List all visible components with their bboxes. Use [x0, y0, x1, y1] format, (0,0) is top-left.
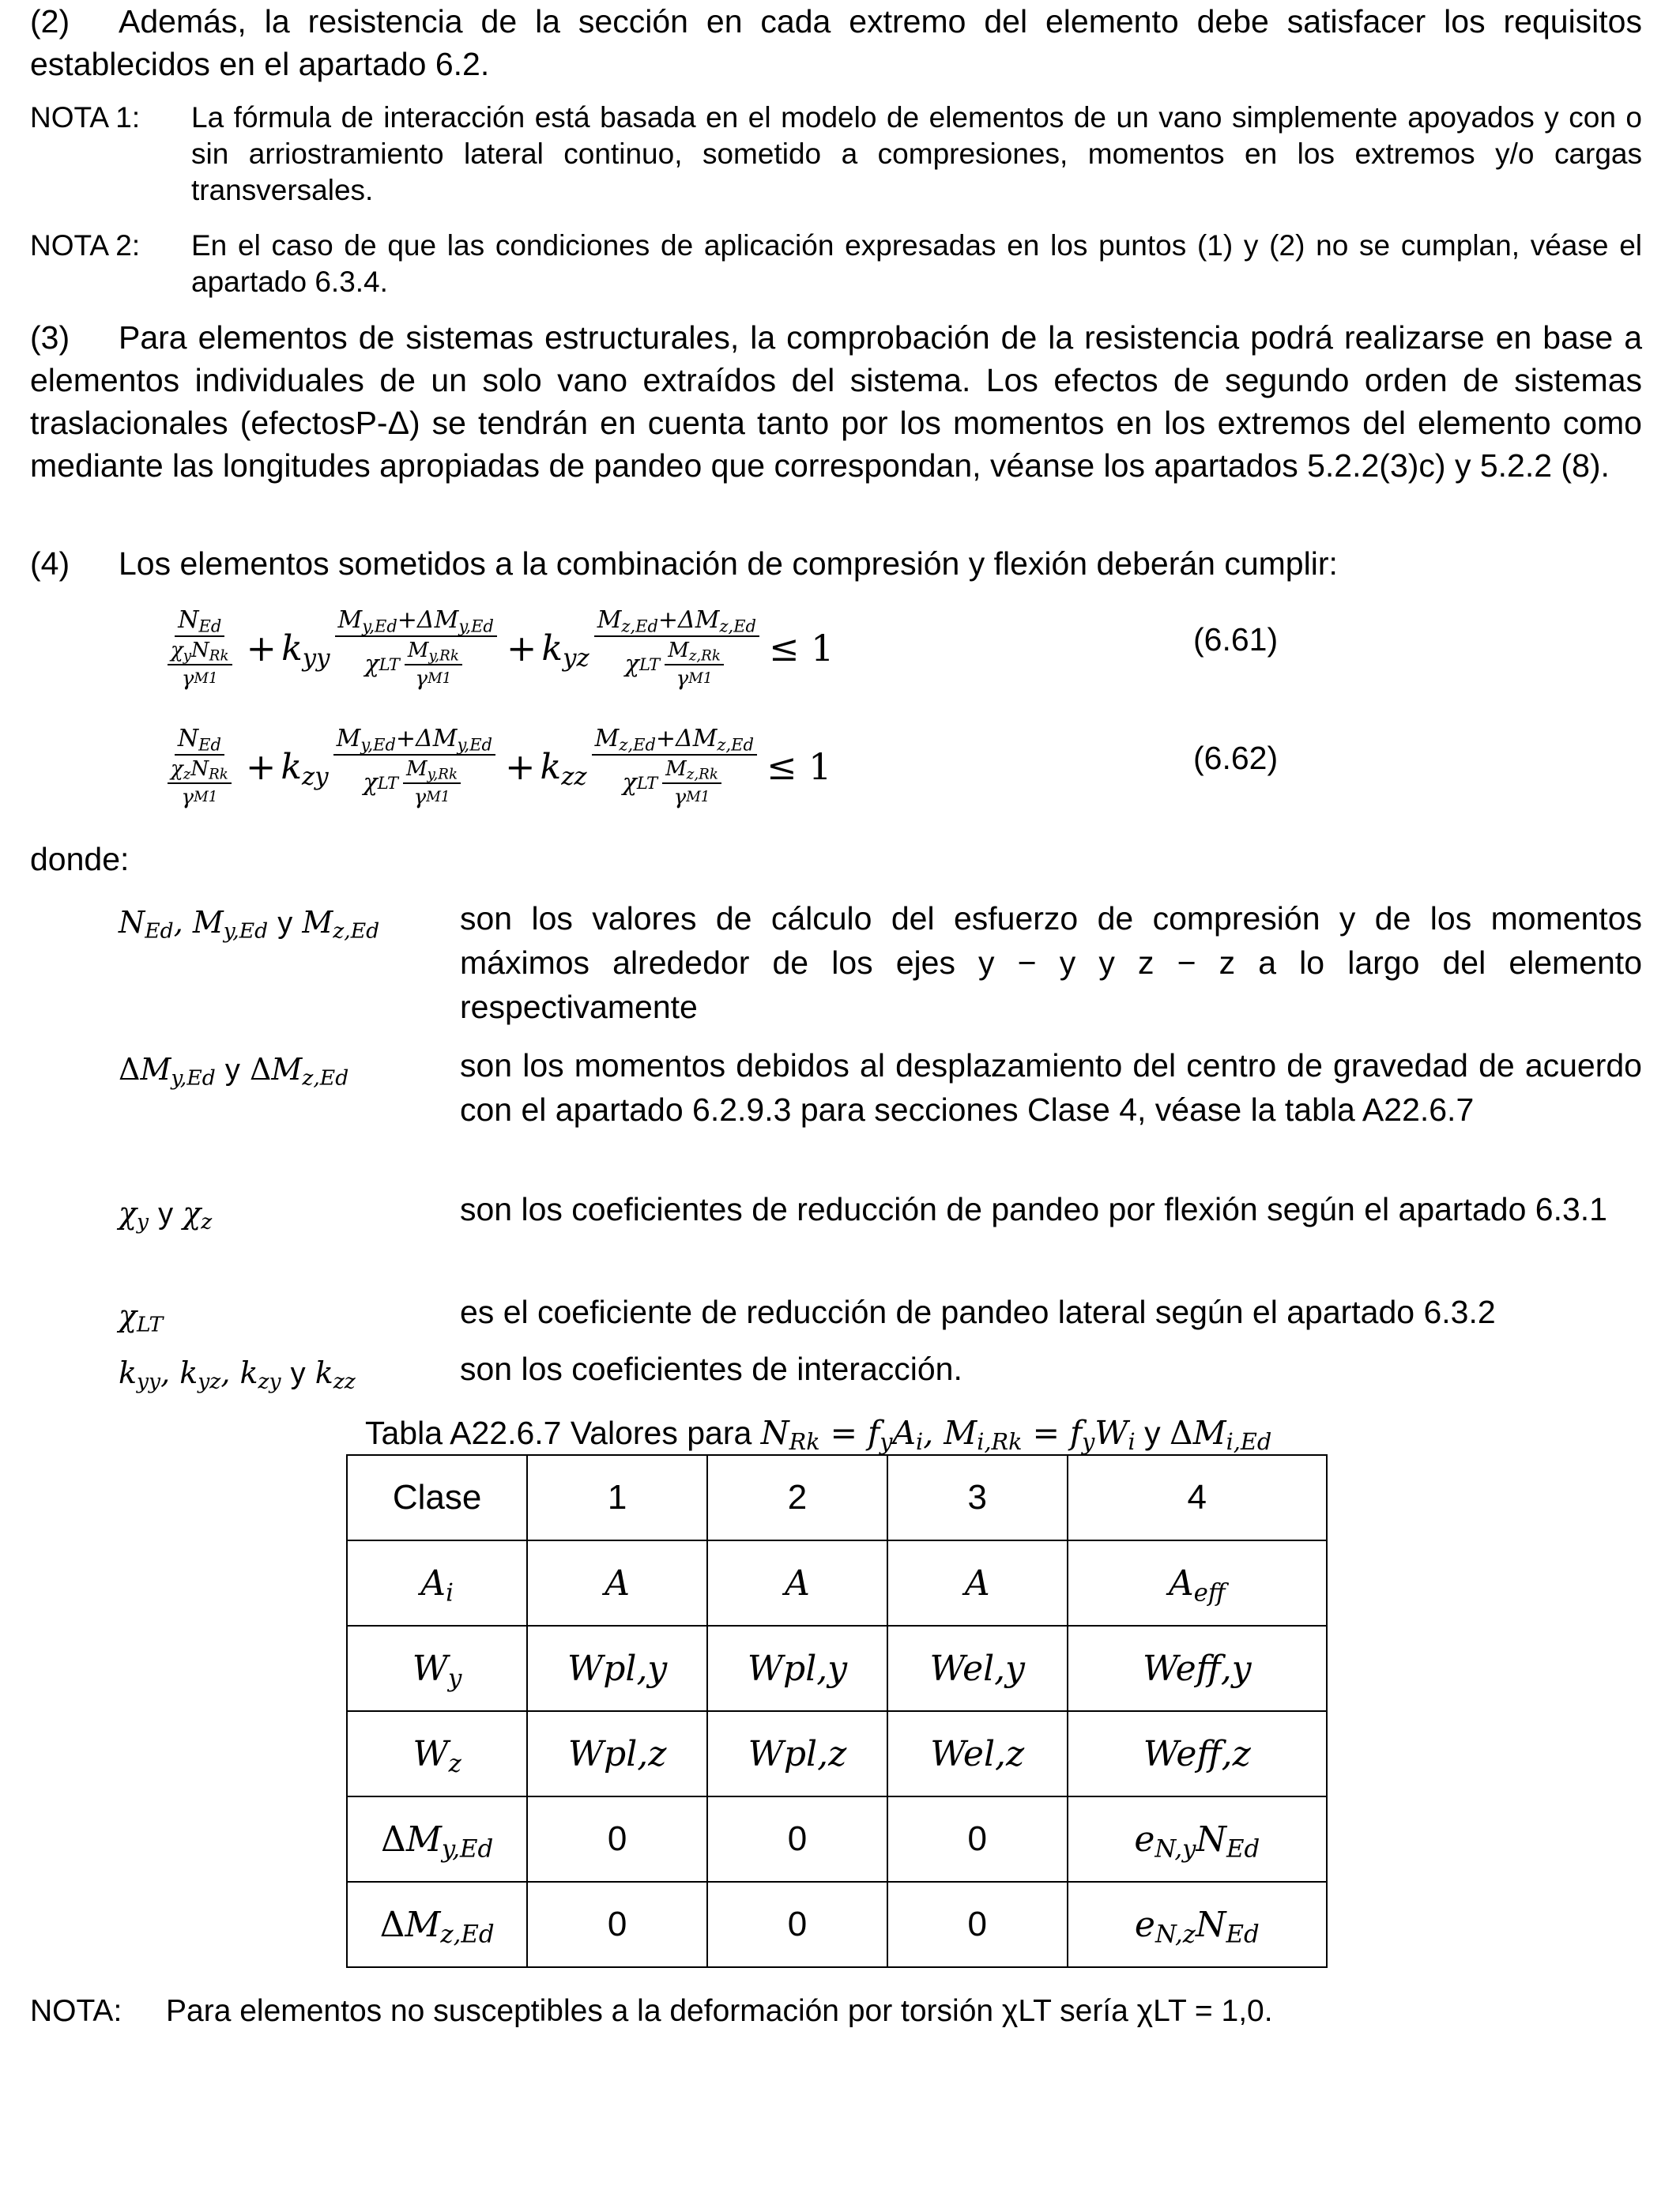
- moment-y-term: $M_{y,Ed}+\Delta M_{y,Ed}$ χ LT $M_{y,Rk}$ γ M1: [333, 725, 495, 809]
- definition-desc: son los coeficientes de reducción de pandeo por flexión según el apartado 6.3.1: [460, 1191, 1607, 1227]
- table-cell: 0: [887, 1796, 1068, 1882]
- table-row: [347, 1626, 1327, 1711]
- note-1-text: La fórmula de interacción está basada en el modelo de elementos de un vano simplemente apoyados y con o sin arriostramiento lateral continuo, sometido a compresiones, momentos en los extremos y/o cargas transversales.: [191, 101, 1642, 206]
- moment-z-term: $M_{z,Ed}+\Delta M_{z,Ed}$ χ LT $M_{z,Rk}$ γ M1: [592, 725, 757, 809]
- paragraph-4: [30, 542, 1642, 585]
- paragraph-2: [30, 0, 1642, 85]
- table-cell: 0: [887, 1882, 1068, 1967]
- paragraph-text: Además, la resistencia de la sección en cada extremo del elemento debe satisfacer los requisitos establecidos en el apartado 6.2.: [30, 3, 1642, 82]
- paragraph-number: (2): [30, 3, 70, 40]
- note-2-label: NOTA 2:: [30, 229, 141, 262]
- table-cell: Wpl,z: [707, 1711, 887, 1796]
- table-cell: A: [707, 1540, 887, 1626]
- axial-term: $N_{Ed}$ $\chi_yN_{Rk}$ γ M1: [163, 606, 237, 691]
- row-label-cell: $W_y$: [347, 1626, 527, 1711]
- definition-term-chi: $\chi_y$ y $\chi_z$: [119, 1196, 213, 1235]
- donde-label: donde:: [30, 841, 130, 877]
- equation-6-61: $N_{Ed}$ $\chi_yN_{Rk}$ γ M1 + $k_{yy}$ $M_{y,Ed}+\Delta M_{y,Ed}$ χ LT $M_{y,Rk}$ γ M1 + $k_{yz}$ $M_{z,Ed}+\Delta M_{z,Ed}$ χ LT $M_{z,Rk}$ γ M1 ≤ 1: [158, 593, 838, 703]
- definition-term-forces: $N_{Ed}$, $M_{y,Ed}$ y $M_{z,Ed}$: [119, 905, 380, 944]
- row-label-cell: $\Delta M_{z,Ed}$: [347, 1882, 527, 1967]
- definition-term-k: $k_{yy}$, $k_{yz}$, $k_{zy}$ y $k_{zz}$: [119, 1355, 356, 1394]
- table-cell: Wpl,z: [527, 1711, 707, 1796]
- definition-desc: son los momentos debidos al desplazamiento del centro de gravedad de acuerdo con el apartado 6.2.9.3 para secciones Clase 4, véase la tabla A22.6.7: [460, 1047, 1642, 1128]
- note-2-text: En el caso de que las condiciones de aplicación expresadas en los puntos (1) y (2) no se cumplan, véase el apartado 6.3.4.: [191, 229, 1642, 298]
- table-cell: $e_{N,z}N_{Ed}$: [1068, 1882, 1327, 1967]
- row-label-cell: $W_z$: [347, 1711, 527, 1796]
- moment-z-term: $M_{z,Ed}+\Delta M_{z,Ed}$ χ LT $M_{z,Rk}$ γ M1: [594, 606, 759, 691]
- table-cell: 0: [527, 1882, 707, 1967]
- equation-6-62: $N_{Ed}$ $\chi_zN_{Rk}$ γ M1 + $k_{zy}$ $M_{y,Ed}+\Delta M_{y,Ed}$ χ LT $M_{y,Rk}$ γ M1 + $k_{zz}$ $M_{z,Ed}+\Delta M_{z,Ed}$ χ LT $M_{z,Rk}$ γ M1 ≤ 1: [158, 711, 836, 822]
- equation-number: (6.61): [1193, 621, 1279, 658]
- table-cell: $A_{eff}$: [1068, 1540, 1327, 1626]
- table-cell: 0: [707, 1796, 887, 1882]
- moment-y-term: $M_{y,Ed}+\Delta M_{y,Ed}$ χ LT $M_{y,Rk}$ γ M1: [335, 606, 497, 691]
- table-cell: Wel,y: [887, 1626, 1068, 1711]
- table-cell: Wpl,y: [707, 1626, 887, 1711]
- table-row: [347, 1540, 1327, 1626]
- paragraph-number: (4): [30, 545, 70, 582]
- note-1-label: NOTA 1:: [30, 101, 141, 134]
- table-cell: Weff,z: [1068, 1711, 1327, 1796]
- table-cell: A: [887, 1540, 1068, 1626]
- definition-term-delta-moments: $\Delta M_{y,Ed}$ y $\Delta M_{z,Ed}$: [119, 1052, 349, 1091]
- table-cell: 0: [707, 1882, 887, 1967]
- definition-term-chi-lt: $\chi_{LT}$: [119, 1299, 164, 1337]
- axial-term: $N_{Ed}$ $\chi_zN_{Rk}$ γ M1: [163, 725, 236, 809]
- paragraph-number: (3): [30, 319, 70, 356]
- final-note-text: Para elementos no susceptibles a la deformación por torsión χLT sería χLT = 1,0.: [166, 1994, 1273, 2028]
- table-cell: $e_{N,y}N_{Ed}$: [1068, 1796, 1327, 1882]
- table-cell: A: [527, 1540, 707, 1626]
- table-cell: Wel,z: [887, 1711, 1068, 1796]
- table-row: [347, 1882, 1327, 1967]
- definition-desc: son los coeficientes de interacción.: [460, 1351, 962, 1387]
- table-row: [347, 1796, 1327, 1882]
- final-note-label: NOTA:: [30, 1994, 122, 2028]
- row-label-cell: $A_i$: [347, 1540, 527, 1626]
- paragraph-3: [30, 316, 1642, 487]
- row-label-cell: $\Delta M_{y,Ed}$: [347, 1796, 527, 1882]
- header-cell: 4: [1068, 1455, 1327, 1540]
- table-cell: Wpl,y: [527, 1626, 707, 1711]
- header-cell: Clase: [347, 1455, 527, 1540]
- table-header-row: [347, 1455, 1327, 1540]
- table-cell: Weff,y: [1068, 1626, 1327, 1711]
- values-table: [346, 1454, 1328, 1968]
- paragraph-text: Los elementos sometidos a la combinación de compresión y flexión deberán cumplir:: [119, 545, 1338, 582]
- definition-desc: es el coeficiente de reducción de pandeo lateral según el apartado 6.3.2: [460, 1294, 1496, 1330]
- table-row: [347, 1711, 1327, 1796]
- paragraph-text: Para elementos de sistemas estructurales, la comprobación de la resistencia podrá realizarse en base a elementos individuales de un solo vano extraídos del sistema. Los efectos de segundo orden de sistemas traslacionales (efectosP-Δ) se tendrán en cuenta tanto por los momentos en los extremos del elemento como mediante las longitudes apropiadas de pandeo que correspondan, véanse los apartados 5.2.2(3)c) y 5.2.2 (8).: [30, 319, 1642, 484]
- table-cell: 0: [527, 1796, 707, 1882]
- table-caption: Tabla A22.6.7 Valores para $N_{Rk} = f_yA_i$, $M_{i,Rk} = f_yW_i$ y $\Delta M_{i,Ed}$: [365, 1414, 1272, 1456]
- header-cell: 3: [887, 1455, 1068, 1540]
- definition-desc: son los valores de cálculo del esfuerzo de compresión y de los momentos máximos alrededor de los ejes y − y y z − z a lo largo del elemento respectivamente: [460, 900, 1642, 1025]
- equation-number: (6.62): [1193, 740, 1279, 776]
- header-cell: 1: [527, 1455, 707, 1540]
- header-cell: 2: [707, 1455, 887, 1540]
